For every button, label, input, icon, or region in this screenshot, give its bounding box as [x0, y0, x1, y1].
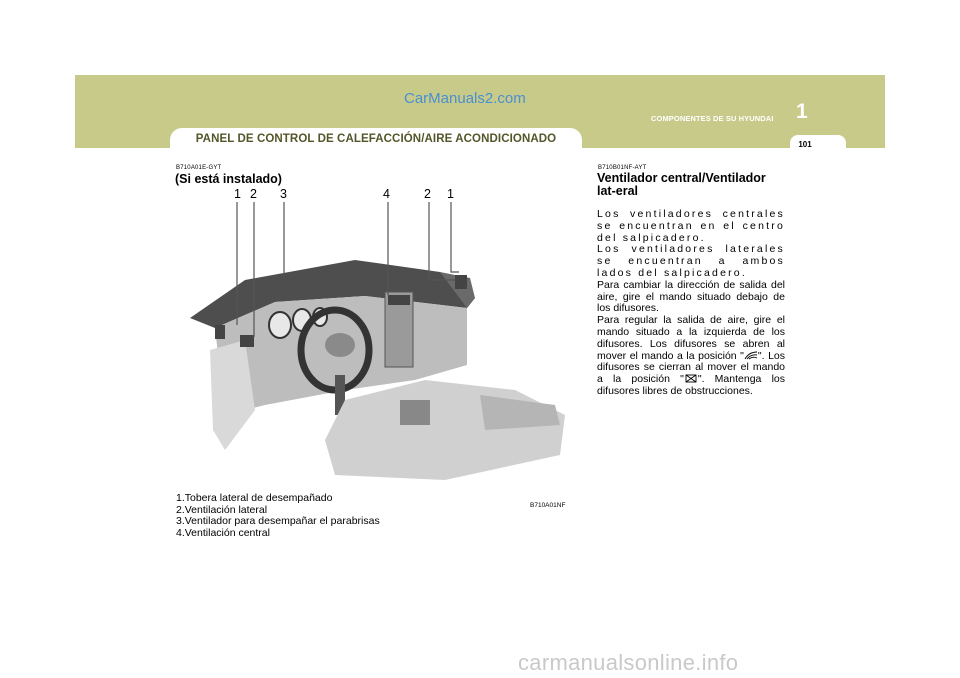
section-code-right: B710B01NF-AYT — [598, 165, 647, 171]
paragraph-text: ". Los difusores se cierran al mover el mando a la posición " — [597, 349, 785, 386]
side-vent — [455, 275, 467, 289]
callout-label: 2 — [250, 187, 257, 201]
chapter-number: 1 — [796, 100, 808, 123]
side-vent — [215, 325, 225, 339]
site-logo[interactable]: CarManuals2.com — [404, 90, 526, 107]
section-heading-right: Ventilador central/Ventilador lat-eral — [597, 171, 766, 198]
callout-label: 2 — [424, 187, 431, 201]
legend-item: 3.Ventilador para desempañar el parabrisas — [176, 515, 380, 528]
steering-hub — [325, 333, 355, 357]
watermark: carmanualsonline.info — [518, 650, 739, 675]
callout-label: 1 — [234, 187, 241, 201]
callout-label: 4 — [383, 187, 390, 201]
gauge — [269, 312, 291, 338]
section-code-left: B710A01E-GYT — [176, 165, 222, 171]
paragraph: Los ventiladores centrales se encuentran en el centro del salpicadero. — [597, 208, 785, 244]
section-heading-left: (Si está instalado) — [175, 172, 282, 186]
vent-closed-icon — [684, 374, 698, 383]
figure-legend — [176, 493, 380, 539]
legend-item: 1.Tobera lateral de desempañado — [176, 492, 333, 504]
vent-instructions — [597, 209, 785, 398]
leader-line — [451, 202, 459, 272]
dashboard-illustration — [185, 200, 580, 485]
paragraph: Para cambiar la dirección de salida del aire, gire el mando situado debajo de los difusores. — [597, 278, 785, 315]
callout-label: 1 — [447, 187, 454, 201]
paragraph-text: Para regular la salida de aire, gire el mando situado a la izquierda de los difusores. Los difusores se abren al mover el mando a la posición " — [597, 314, 785, 362]
paragraph: Los ventiladores laterales se encuentran a ambos lados del salpicadero. — [597, 243, 785, 279]
center-vent — [388, 295, 410, 305]
section-title: PANEL DE CONTROL DE CALEFACCIÓN/AIRE ACONDICIONADO — [195, 133, 557, 145]
legend-item: 2.Ventilación lateral — [176, 503, 268, 516]
page-number: 101 — [798, 140, 812, 149]
center-console — [325, 380, 565, 480]
chapter-title: COMPONENTES DE SU HYUNDAI — [651, 114, 774, 123]
paragraph-with-icons — [597, 315, 785, 398]
paragraph-text: ". Mantenga los difusores libres de obstrucciones. — [597, 373, 785, 397]
gear-shifter — [400, 400, 430, 425]
legend-item: 4.Ventilación central — [176, 526, 270, 539]
callout-label: 3 — [280, 187, 287, 201]
vent-open-icon — [744, 351, 758, 360]
side-vent — [240, 335, 254, 347]
figure-code: B710A01NF — [530, 502, 566, 509]
